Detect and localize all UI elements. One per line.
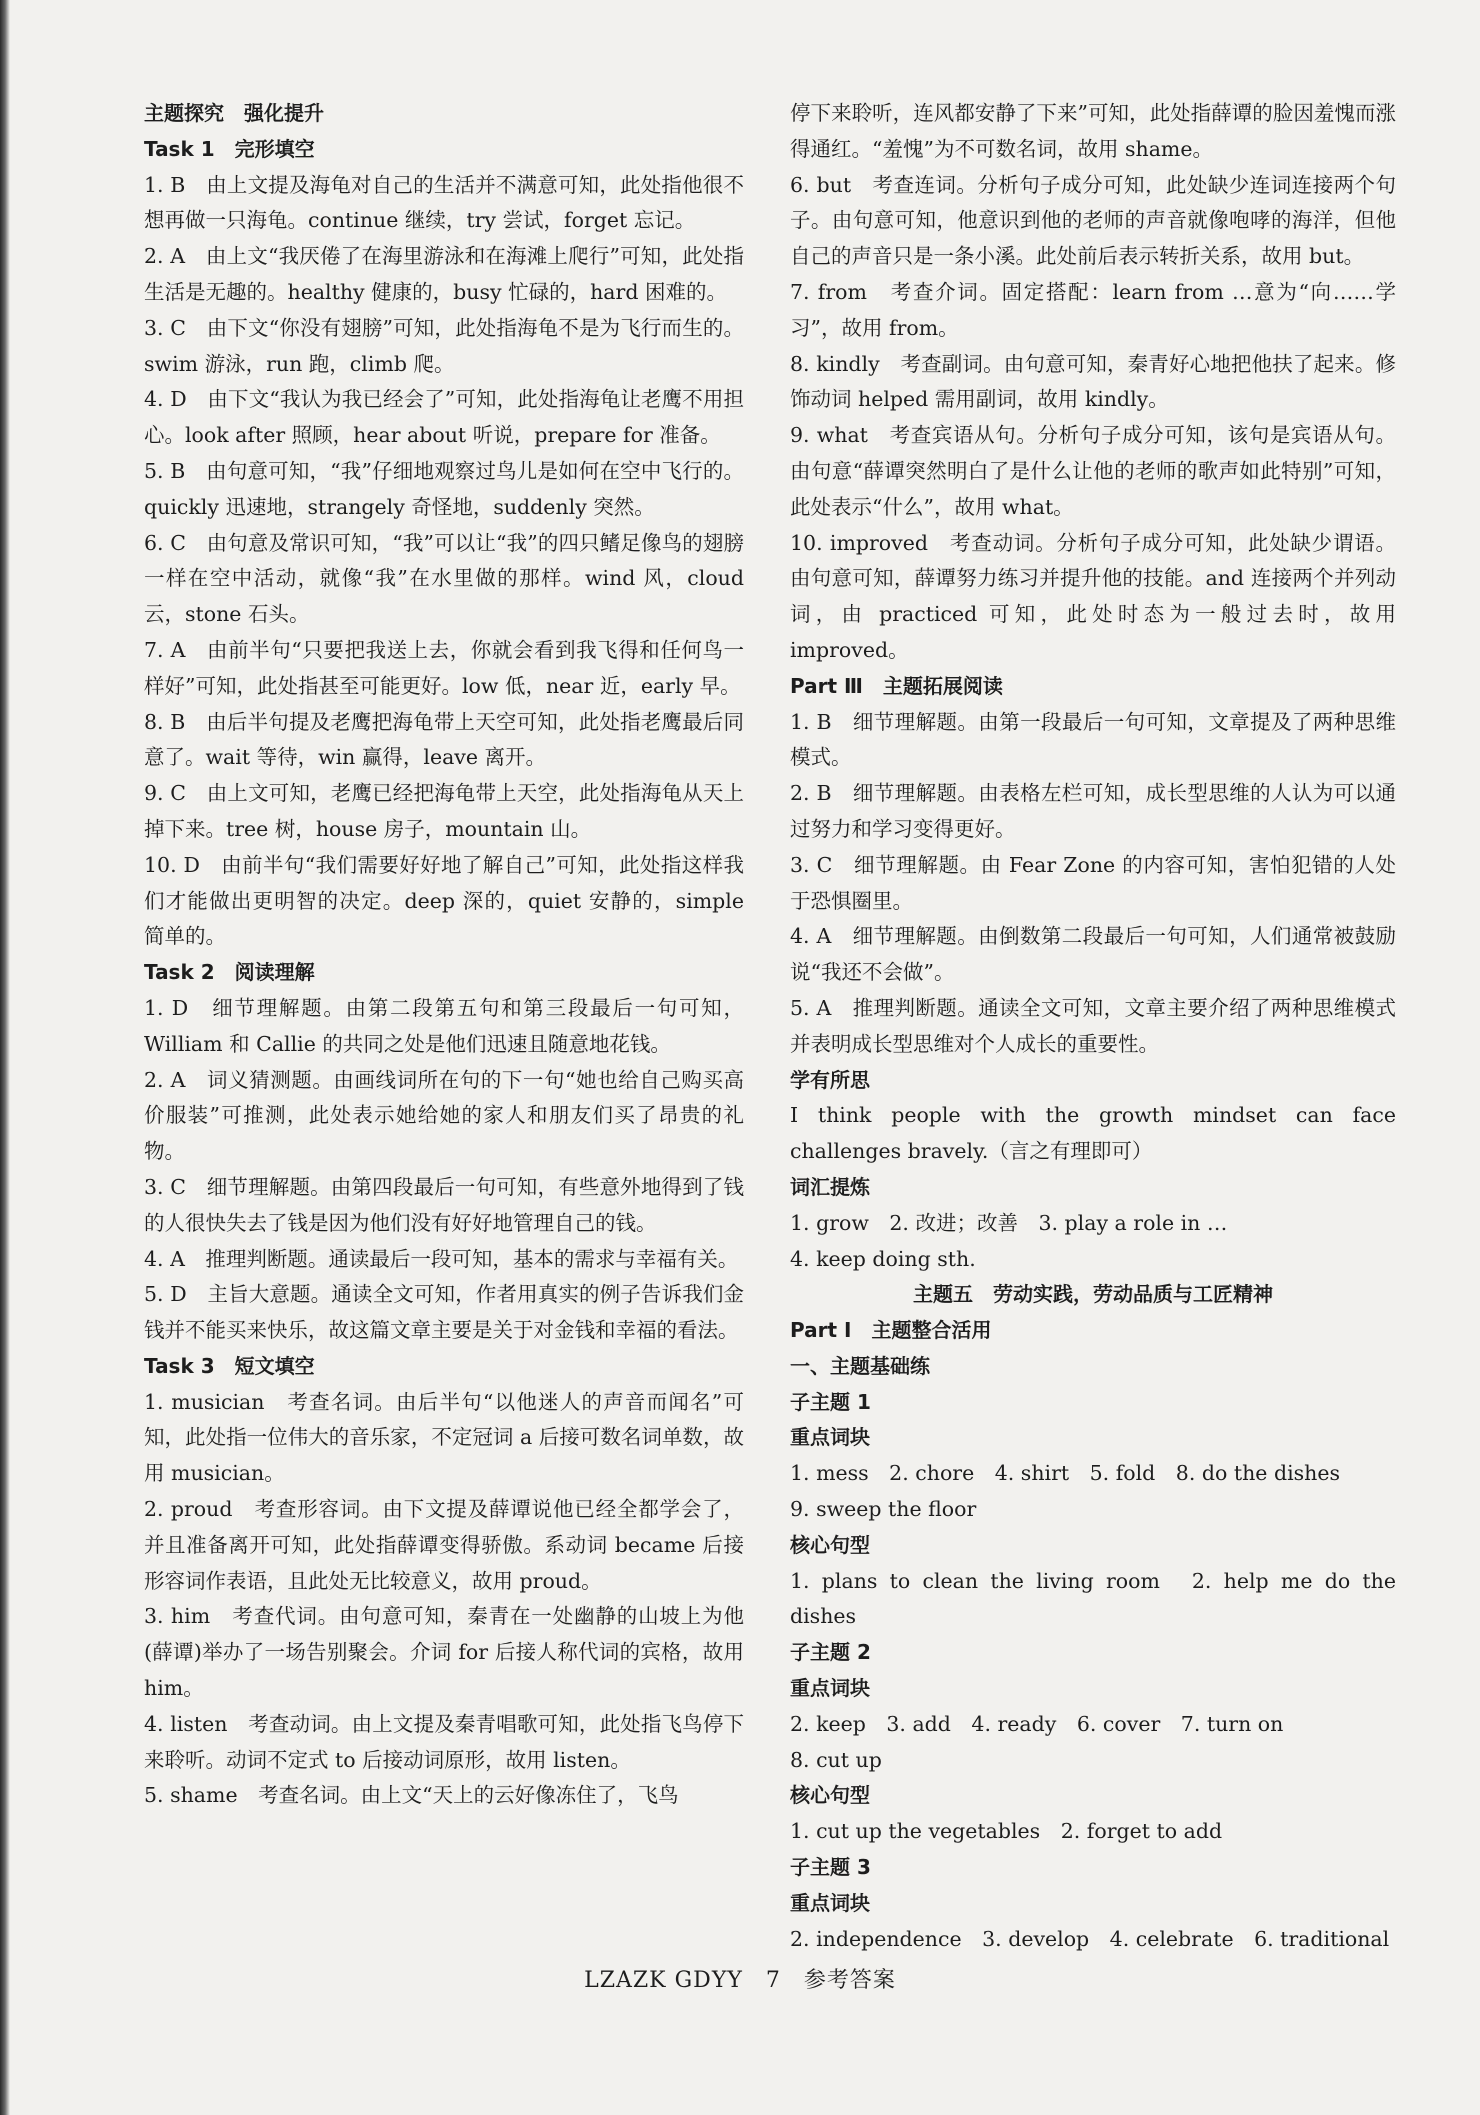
answer-paragraph: 3. him 考查代词。由句意可知，秦青在一处幽静的山坡上为他(薛谭)举办了一场告别聚会。介词 for 后接人称代词的宾格，故用 him。: [144, 1604, 744, 1701]
answer-paragraph: 2. B 细节理解题。由表格左栏可知，成长型思维的人认为可以通过努力和学习变得更好。: [790, 781, 1396, 841]
answer-paragraph: 9. C 由上文可知，老鹰已经把海龟带上天空，此处指海龟从天上掉下来。tree 树，house 房子，mountain 山。: [144, 781, 744, 841]
answer-paragraph: 2. keep 3. add 4. ready 6. cover 7. turn on: [790, 1711, 1284, 1736]
answer-paragraph: 1. mess 2. chore 4. shirt 5. fold 8. do the dishes: [790, 1461, 1340, 1486]
page-footer: LZAZK GDYY 7 参考答案: [584, 1968, 896, 1993]
answer-paragraph: 7. from 考查介词。固定搭配：learn from …意为“向……学习”，故用 from。: [790, 279, 1396, 340]
answer-paragraph: 1. B 细节理解题。由第一段最后一句可知，文章提及了两种思维模式。: [790, 709, 1396, 770]
section-heading: 子主题 2: [790, 1640, 871, 1665]
section-heading: 重点词块: [790, 1676, 870, 1701]
right-column: [790, 96, 1396, 1957]
answer-paragraph: 5. A 推理判断题。通读全文可知，文章主要介绍了两种思维模式并表明成长型思维对个人成长的重要性。: [790, 995, 1396, 1056]
answer-paragraph: 8. kindly 考查副词。由句意可知，秦青好心地把他扶了起来。修饰动词 helped 需用副词，故用 kindly。: [790, 351, 1396, 412]
answer-paragraph: 3. C 细节理解题。由 Fear Zone 的内容可知，害怕犯错的人处于恐惧圈里。: [790, 852, 1396, 913]
answer-paragraph: 停下来聆听，连风都安静了下来”可知，此处指薛谭的脸因羞愧而涨得通红。“羞愧”为不可数名词，故用 shame。: [790, 101, 1396, 161]
answer-paragraph: 1. B 由上文提及海龟对自己的生活并不满意可知，此处指他很不想再做一只海龟。continue 继续，try 尝试，forget 忘记。: [144, 172, 744, 233]
answer-paragraph: 2. A 词义猜测题。由画线词所在句的下一句“她也给自己购买高价服装”可推测，此处表示她给她的家人和朋友们买了昂贵的礼物。: [144, 1067, 744, 1164]
answer-paragraph: 1. D 细节理解题。由第二段第五句和第三段最后一句可知，William 和 Callie 的共同之处是他们迅速且随意地花钱。: [144, 995, 744, 1056]
section-heading: 重点词块: [790, 1890, 870, 1915]
answer-paragraph: 3. C 由下文“你没有翅膀”可知，此处指海龟不是为飞行而生的。swim 游泳，run 跑，climb 爬。: [144, 315, 744, 376]
section-heading: 词汇提炼: [790, 1174, 870, 1199]
answer-paragraph: 1. grow 2. 改进；改善 3. play a role in …: [790, 1210, 1228, 1235]
answer-paragraph: 4. keep doing sth.: [790, 1246, 976, 1271]
answer-paragraph: 4. D 由下文“我认为我已经会了”可知，此处指海龟让老鹰不用担心。look after 照顾，hear about 听说，prepare for 准备。: [144, 387, 744, 448]
section-heading: Task 3 短文填空: [144, 1353, 315, 1378]
answer-paragraph: 4. A 细节理解题。由倒数第二段最后一句可知，人们通常被鼓励说“我还不会做”。: [790, 924, 1396, 985]
answer-paragraph: 9. what 考查宾语从句。分析句子成分可知，该句是宾语从句。由句意“薛谭突然明白了是什么让他的老师的歌声如此特别”可知，此处表示“什么”，故用 what。: [790, 423, 1396, 519]
answer-paragraph: 5. shame 考查名词。由上文“天上的云好像冻住了，飞鸟: [144, 1783, 679, 1808]
answer-paragraph: I think people with the growth mindset can face challenges bravely.（言之有理即可）: [790, 1103, 1396, 1164]
answer-paragraph: 2. independence 3. develop 4. celebrate 6. traditional: [790, 1926, 1390, 1951]
section-heading: 主题五 劳动实践，劳动品质与工匠精神: [913, 1282, 1273, 1307]
answer-paragraph: 9. sweep the floor: [790, 1497, 977, 1522]
answer-paragraph: 1. musician 考查名词。由后半句“以他迷人的声音而闻名”可知，此处指一位伟大的音乐家，不定冠词 a 后接可数名词单数，故用 musician。: [144, 1389, 744, 1486]
answer-paragraph: 6. C 由句意及常识可知，“我”可以让“我”的四只鳍足像鸟的翅膀一样在空中活动，就像“我”在水里做的那样。wind 风，cloud 云，stone 石头。: [144, 530, 744, 627]
answer-paragraph: 5. D 主旨大意题。通读全文可知，作者用真实的例子告诉我们金钱并不能买来快乐，故这篇文章主要是关于对金钱和幸福的看法。: [144, 1282, 744, 1343]
answer-paragraph: 1. plans to clean the living room 2. help me do the dishes: [790, 1568, 1396, 1629]
section-heading: 主题探究 强化提升: [144, 101, 324, 125]
answer-paragraph: 10. improved 考查动词。分析句子成分可知，此处缺少谓语。由句意可知，薛谭努力练习并提升他的技能。and 连接两个并列动词，由 practiced 可知，此处时态为一般过去时，故用 improved。: [790, 530, 1396, 662]
section-heading: Part Ⅲ 主题拓展阅读: [790, 673, 1003, 698]
left-column: [144, 96, 744, 1814]
section-heading: Task 2 阅读理解: [144, 960, 315, 985]
section-heading: 核心句型: [790, 1783, 870, 1808]
answer-paragraph: 2. A 由上文“我厌倦了在海里游泳和在海滩上爬行”可知，此处指生活是无趣的。healthy 健康的，busy 忙碌的，hard 困难的。: [144, 244, 744, 304]
answer-paragraph: 7. A 由前半句“只要把我送上去，你就会看到我飞得和任何鸟一样好”可知，此处指甚至可能更好。low 低，near 近，early 早。: [144, 637, 744, 698]
section-heading: Task 1 完形填空: [144, 136, 315, 161]
section-heading: Part Ⅰ 主题整合活用: [790, 1318, 992, 1343]
answer-paragraph: 10. D 由前半句“我们需要好好地了解自己”可知，此处指这样我们才能做出更明智的决定。deep 深的，quiet 安静的，simple 简单的。: [144, 852, 744, 949]
answer-paragraph: 4. listen 考查动词。由上文提及秦青唱歌可知，此处指飞鸟停下来聆听。动词不定式 to 后接动词原形，故用 listen。: [144, 1711, 744, 1772]
answer-paragraph: 8. B 由后半句提及老鹰把海龟带上天空可知，此处指老鹰最后同意了。wait 等待，win 赢得，leave 离开。: [144, 709, 744, 770]
answer-paragraph: 4. A 推理判断题。通读最后一段可知，基本的需求与幸福有关。: [144, 1246, 739, 1271]
answer-paragraph: 2. proud 考查形容词。由下文提及薛谭说他已经全都学会了，并且准备离开可知，此处指薛谭变得骄傲。系动词 became 后接形容词作表语，且此处无比较意义，故用 proud。: [144, 1497, 744, 1593]
section-heading: 核心句型: [790, 1532, 870, 1557]
section-heading: 重点词块: [790, 1425, 870, 1450]
answer-paragraph: 5. B 由句意可知，“我”仔细地观察过鸟儿是如何在空中飞行的。quickly 迅速地，strangely 奇怪地，suddenly 突然。: [144, 458, 744, 519]
section-heading: 子主题 1: [790, 1389, 871, 1414]
answer-paragraph: 8. cut up: [790, 1747, 882, 1772]
answer-paragraph: 3. C 细节理解题。由第四段最后一句可知，有些意外地得到了钱的人很快失去了钱是因为他们没有好好地管理自己的钱。: [144, 1174, 744, 1235]
section-heading: 一、主题基础练: [790, 1353, 930, 1378]
answer-paragraph: 6. but 考查连词。分析句子成分可知，此处缺少连词连接两个句子。由句意可知，他意识到他的老师的声音就像咆哮的海洋，但他自己的声音只是一条小溪。此处前后表示转折关系，故用 but。: [790, 172, 1396, 269]
book-spine-shadow: [0, 0, 10, 2115]
section-heading: 子主题 3: [790, 1855, 871, 1880]
section-heading: 学有所思: [790, 1067, 870, 1092]
answer-paragraph: 1. cut up the vegetables 2. forget to add: [790, 1819, 1223, 1844]
